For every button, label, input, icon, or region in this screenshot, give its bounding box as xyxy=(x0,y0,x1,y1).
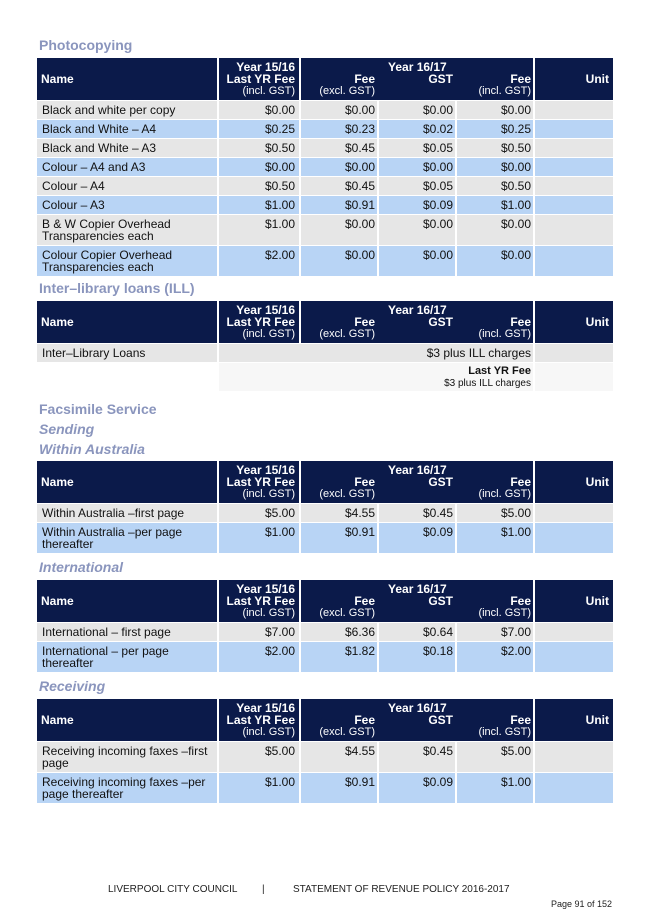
table-row xyxy=(37,504,613,522)
row-name-line2: Transparencies each xyxy=(42,229,154,243)
subheading-international: International xyxy=(39,559,124,575)
header-fee: Fee xyxy=(354,475,375,489)
row-name-line2: page thereafter xyxy=(42,787,124,801)
row-fee-incl: $0.50 xyxy=(500,141,531,155)
row-fee-excl: $0.91 xyxy=(344,525,375,539)
header-excl-gst: (excl. GST) xyxy=(319,488,375,500)
ill-table xyxy=(37,301,613,391)
row-name: Colour – A3 xyxy=(42,198,105,212)
footer-page-number: Page 91 of 152 xyxy=(550,899,612,909)
row-last-yr-fee: $1.00 xyxy=(264,198,295,212)
header-incl-gst-2: (incl. GST) xyxy=(478,607,531,619)
row-name: Within Australia –first page xyxy=(42,506,185,520)
row-fee-incl: $0.00 xyxy=(500,160,531,174)
header-name: Name xyxy=(41,713,74,727)
table-row xyxy=(37,742,613,772)
row-name: Colour – A4 xyxy=(42,179,105,193)
header-fee-incl: Fee xyxy=(510,475,531,489)
header-name: Name xyxy=(41,72,74,86)
row-fee-incl: $0.00 xyxy=(500,103,531,117)
header-gst: GST xyxy=(428,72,453,86)
row-gst: $0.18 xyxy=(422,644,453,658)
row-fee-incl: $7.00 xyxy=(500,625,531,639)
row-last-yr-fee: $0.00 xyxy=(264,160,295,174)
table-header xyxy=(37,580,613,622)
header-year1617: Year 16/17 xyxy=(388,701,447,715)
row-gst: $0.00 xyxy=(422,160,453,174)
table-row xyxy=(37,246,613,276)
footer-separator: | xyxy=(262,884,265,895)
ill-note-label: Last YR Fee xyxy=(468,365,531,377)
section-heading-ill: Inter–library loans (ILL) xyxy=(39,280,195,296)
header-last-yr-fee: Last YR Fee xyxy=(226,315,295,329)
row-name: Inter–Library Loans xyxy=(42,346,146,360)
header-incl-gst: (incl. GST) xyxy=(242,85,295,97)
header-name: Name xyxy=(41,594,74,608)
table-row xyxy=(37,101,613,119)
header-incl-gst: (incl. GST) xyxy=(242,726,295,738)
row-fee-incl: $1.00 xyxy=(500,775,531,789)
row-fee-excl: $1.82 xyxy=(344,644,375,658)
ill-note-value: $3 plus ILL charges xyxy=(444,378,531,389)
row-gst: $0.64 xyxy=(422,625,453,639)
header-unit: Unit xyxy=(585,475,609,489)
table-cell xyxy=(535,523,613,553)
within-australia-table xyxy=(37,461,613,553)
row-fee-incl: $0.25 xyxy=(500,122,531,136)
header-last-yr-fee: Last YR Fee xyxy=(226,713,295,727)
header-name: Name xyxy=(41,315,74,329)
table-cell xyxy=(535,158,613,176)
row-last-yr-fee: $0.50 xyxy=(264,179,295,193)
row-gst: $0.00 xyxy=(422,248,453,262)
row-name-line2: page xyxy=(42,756,69,770)
header-fee: Fee xyxy=(354,72,375,86)
row-name: Black and White – A3 xyxy=(42,141,157,155)
row-last-yr-fee: $7.00 xyxy=(264,625,295,639)
row-name: Colour – A4 and A3 xyxy=(42,160,146,174)
header-fee: Fee xyxy=(354,594,375,608)
header-gst: GST xyxy=(428,713,453,727)
photocopying-table xyxy=(37,58,613,276)
row-fee-excl: $6.36 xyxy=(344,625,375,639)
row-gst: $0.00 xyxy=(422,217,453,231)
header-year1617: Year 16/17 xyxy=(388,463,447,477)
header-year1516: Year 15/16 xyxy=(236,303,295,317)
row-name: International – first page xyxy=(42,625,171,639)
table-cell xyxy=(535,504,613,522)
section-heading-photocopying: Photocopying xyxy=(39,37,133,53)
row-fee-excl: $0.00 xyxy=(344,160,375,174)
row-last-yr-fee: $0.25 xyxy=(264,122,295,136)
table-cell xyxy=(535,101,613,119)
row-gst: $0.09 xyxy=(422,525,453,539)
row-gst: $0.09 xyxy=(422,775,453,789)
row-gst: $0.02 xyxy=(422,122,453,136)
header-excl-gst: (excl. GST) xyxy=(319,85,375,97)
row-fee-incl: $0.50 xyxy=(500,179,531,193)
header-year1617: Year 16/17 xyxy=(388,60,447,74)
receiving-table xyxy=(37,699,613,803)
header-gst: GST xyxy=(428,475,453,489)
international-table xyxy=(37,580,613,672)
row-name-line1: Within Australia –per page xyxy=(42,525,183,539)
header-year1516: Year 15/16 xyxy=(236,60,295,74)
header-incl-gst: (incl. GST) xyxy=(242,488,295,500)
table-cell xyxy=(535,773,613,803)
table-cell xyxy=(535,246,613,276)
row-fee-incl: $5.00 xyxy=(500,506,531,520)
row-name: Black and white per copy xyxy=(42,103,176,117)
table-row xyxy=(37,196,613,214)
row-gst: $0.45 xyxy=(422,506,453,520)
table-cell xyxy=(535,344,613,362)
header-incl-gst-2: (incl. GST) xyxy=(478,85,531,97)
header-incl-gst-2: (incl. GST) xyxy=(478,328,531,340)
row-fee-excl: $0.00 xyxy=(344,103,375,117)
header-excl-gst: (excl. GST) xyxy=(319,726,375,738)
row-name: Black and White – A4 xyxy=(42,122,157,136)
footer-title: STATEMENT OF REVENUE POLICY 2016-2017 xyxy=(293,884,510,895)
table-row xyxy=(37,158,613,176)
row-last-yr-fee: $1.00 xyxy=(264,217,295,231)
table-cell xyxy=(535,196,613,214)
row-fee-incl: $1.00 xyxy=(500,525,531,539)
row-last-yr-fee: $0.50 xyxy=(264,141,295,155)
footer-council: LIVERPOOL CITY COUNCIL xyxy=(108,884,238,895)
header-name: Name xyxy=(41,475,74,489)
row-fee-incl: $5.00 xyxy=(500,744,531,758)
row-name-line1: International – per page xyxy=(42,644,169,658)
row-gst: $0.45 xyxy=(422,744,453,758)
section-heading-facsimile: Facsimile Service xyxy=(39,401,157,417)
row-fee-value: $3 plus ILL charges xyxy=(426,346,531,360)
subheading-sending: Sending xyxy=(39,421,95,437)
row-gst: $0.05 xyxy=(422,141,453,155)
header-unit: Unit xyxy=(585,713,609,727)
table-header xyxy=(37,461,613,503)
header-incl-gst: (incl. GST) xyxy=(242,607,295,619)
header-fee: Fee xyxy=(354,315,375,329)
row-fee-incl: $0.00 xyxy=(500,217,531,231)
header-gst: GST xyxy=(428,315,453,329)
header-unit: Unit xyxy=(585,594,609,608)
subheading-receiving: Receiving xyxy=(39,678,106,694)
header-year1617: Year 16/17 xyxy=(388,303,447,317)
row-last-yr-fee: $0.00 xyxy=(264,103,295,117)
header-fee-incl: Fee xyxy=(510,72,531,86)
header-last-yr-fee: Last YR Fee xyxy=(226,72,295,86)
row-fee-excl: $4.55 xyxy=(344,744,375,758)
subheading-within-australia: Within Australia xyxy=(39,441,145,457)
row-last-yr-fee: $2.00 xyxy=(264,644,295,658)
row-fee-excl: $0.91 xyxy=(344,775,375,789)
row-last-yr-fee: $5.00 xyxy=(264,506,295,520)
row-fee-incl: $2.00 xyxy=(500,644,531,658)
row-fee-incl: $0.00 xyxy=(500,248,531,262)
header-incl-gst-2: (incl. GST) xyxy=(478,488,531,500)
table-header xyxy=(37,58,613,100)
row-name-line1: B & W Copier Overhead xyxy=(42,217,171,231)
table-row xyxy=(37,523,613,553)
table-row xyxy=(37,139,613,157)
header-year1617: Year 16/17 xyxy=(388,582,447,596)
row-last-yr-fee: $5.00 xyxy=(264,744,295,758)
row-last-yr-fee: $1.00 xyxy=(264,775,295,789)
table-cell xyxy=(535,623,613,641)
header-fee-incl: Fee xyxy=(510,594,531,608)
row-fee-excl: $4.55 xyxy=(344,506,375,520)
row-name-line1: Receiving incoming faxes –per xyxy=(42,775,206,789)
table-row xyxy=(37,177,613,195)
row-fee-excl: $0.23 xyxy=(344,122,375,136)
table-cell xyxy=(535,120,613,138)
row-fee-incl: $1.00 xyxy=(500,198,531,212)
table-header xyxy=(37,301,613,343)
header-fee-incl: Fee xyxy=(510,713,531,727)
row-gst: $0.00 xyxy=(422,103,453,117)
header-year1516: Year 15/16 xyxy=(236,582,295,596)
header-fee: Fee xyxy=(354,713,375,727)
header-unit: Unit xyxy=(585,72,609,86)
header-last-yr-fee: Last YR Fee xyxy=(226,475,295,489)
header-unit: Unit xyxy=(585,315,609,329)
table-row xyxy=(37,773,613,803)
header-last-yr-fee: Last YR Fee xyxy=(226,594,295,608)
row-fee-excl: $0.45 xyxy=(344,179,375,193)
table-cell xyxy=(535,177,613,195)
row-gst: $0.09 xyxy=(422,198,453,212)
table-row xyxy=(37,642,613,672)
row-name-line2: Transparencies each xyxy=(42,260,154,274)
row-name-line2: thereafter xyxy=(42,656,94,670)
header-gst: GST xyxy=(428,594,453,608)
table-header xyxy=(37,699,613,741)
table-cell xyxy=(535,642,613,672)
ill-note-row xyxy=(37,363,613,391)
header-incl-gst: (incl. GST) xyxy=(242,328,295,340)
header-year1516: Year 15/16 xyxy=(236,701,295,715)
row-last-yr-fee: $1.00 xyxy=(264,525,295,539)
row-name-line1: Colour Copier Overhead xyxy=(42,248,173,262)
table-cell xyxy=(535,139,613,157)
table-row xyxy=(37,215,613,245)
table-row xyxy=(37,120,613,138)
table-row xyxy=(37,344,613,362)
header-incl-gst-2: (incl. GST) xyxy=(478,726,531,738)
table-row xyxy=(37,623,613,641)
table-cell xyxy=(535,215,613,245)
table-cell xyxy=(535,742,613,772)
row-fee-excl: $0.00 xyxy=(344,248,375,262)
header-excl-gst: (excl. GST) xyxy=(319,328,375,340)
row-gst: $0.05 xyxy=(422,179,453,193)
row-fee-excl: $0.00 xyxy=(344,217,375,231)
table-cell xyxy=(535,363,613,391)
row-fee-excl: $0.45 xyxy=(344,141,375,155)
header-year1516: Year 15/16 xyxy=(236,463,295,477)
header-excl-gst: (excl. GST) xyxy=(319,607,375,619)
row-name-line1: Receiving incoming faxes –first xyxy=(42,744,208,758)
row-name-line2: thereafter xyxy=(42,537,94,551)
row-last-yr-fee: $2.00 xyxy=(264,248,295,262)
row-fee-excl: $0.91 xyxy=(344,198,375,212)
header-fee-incl: Fee xyxy=(510,315,531,329)
